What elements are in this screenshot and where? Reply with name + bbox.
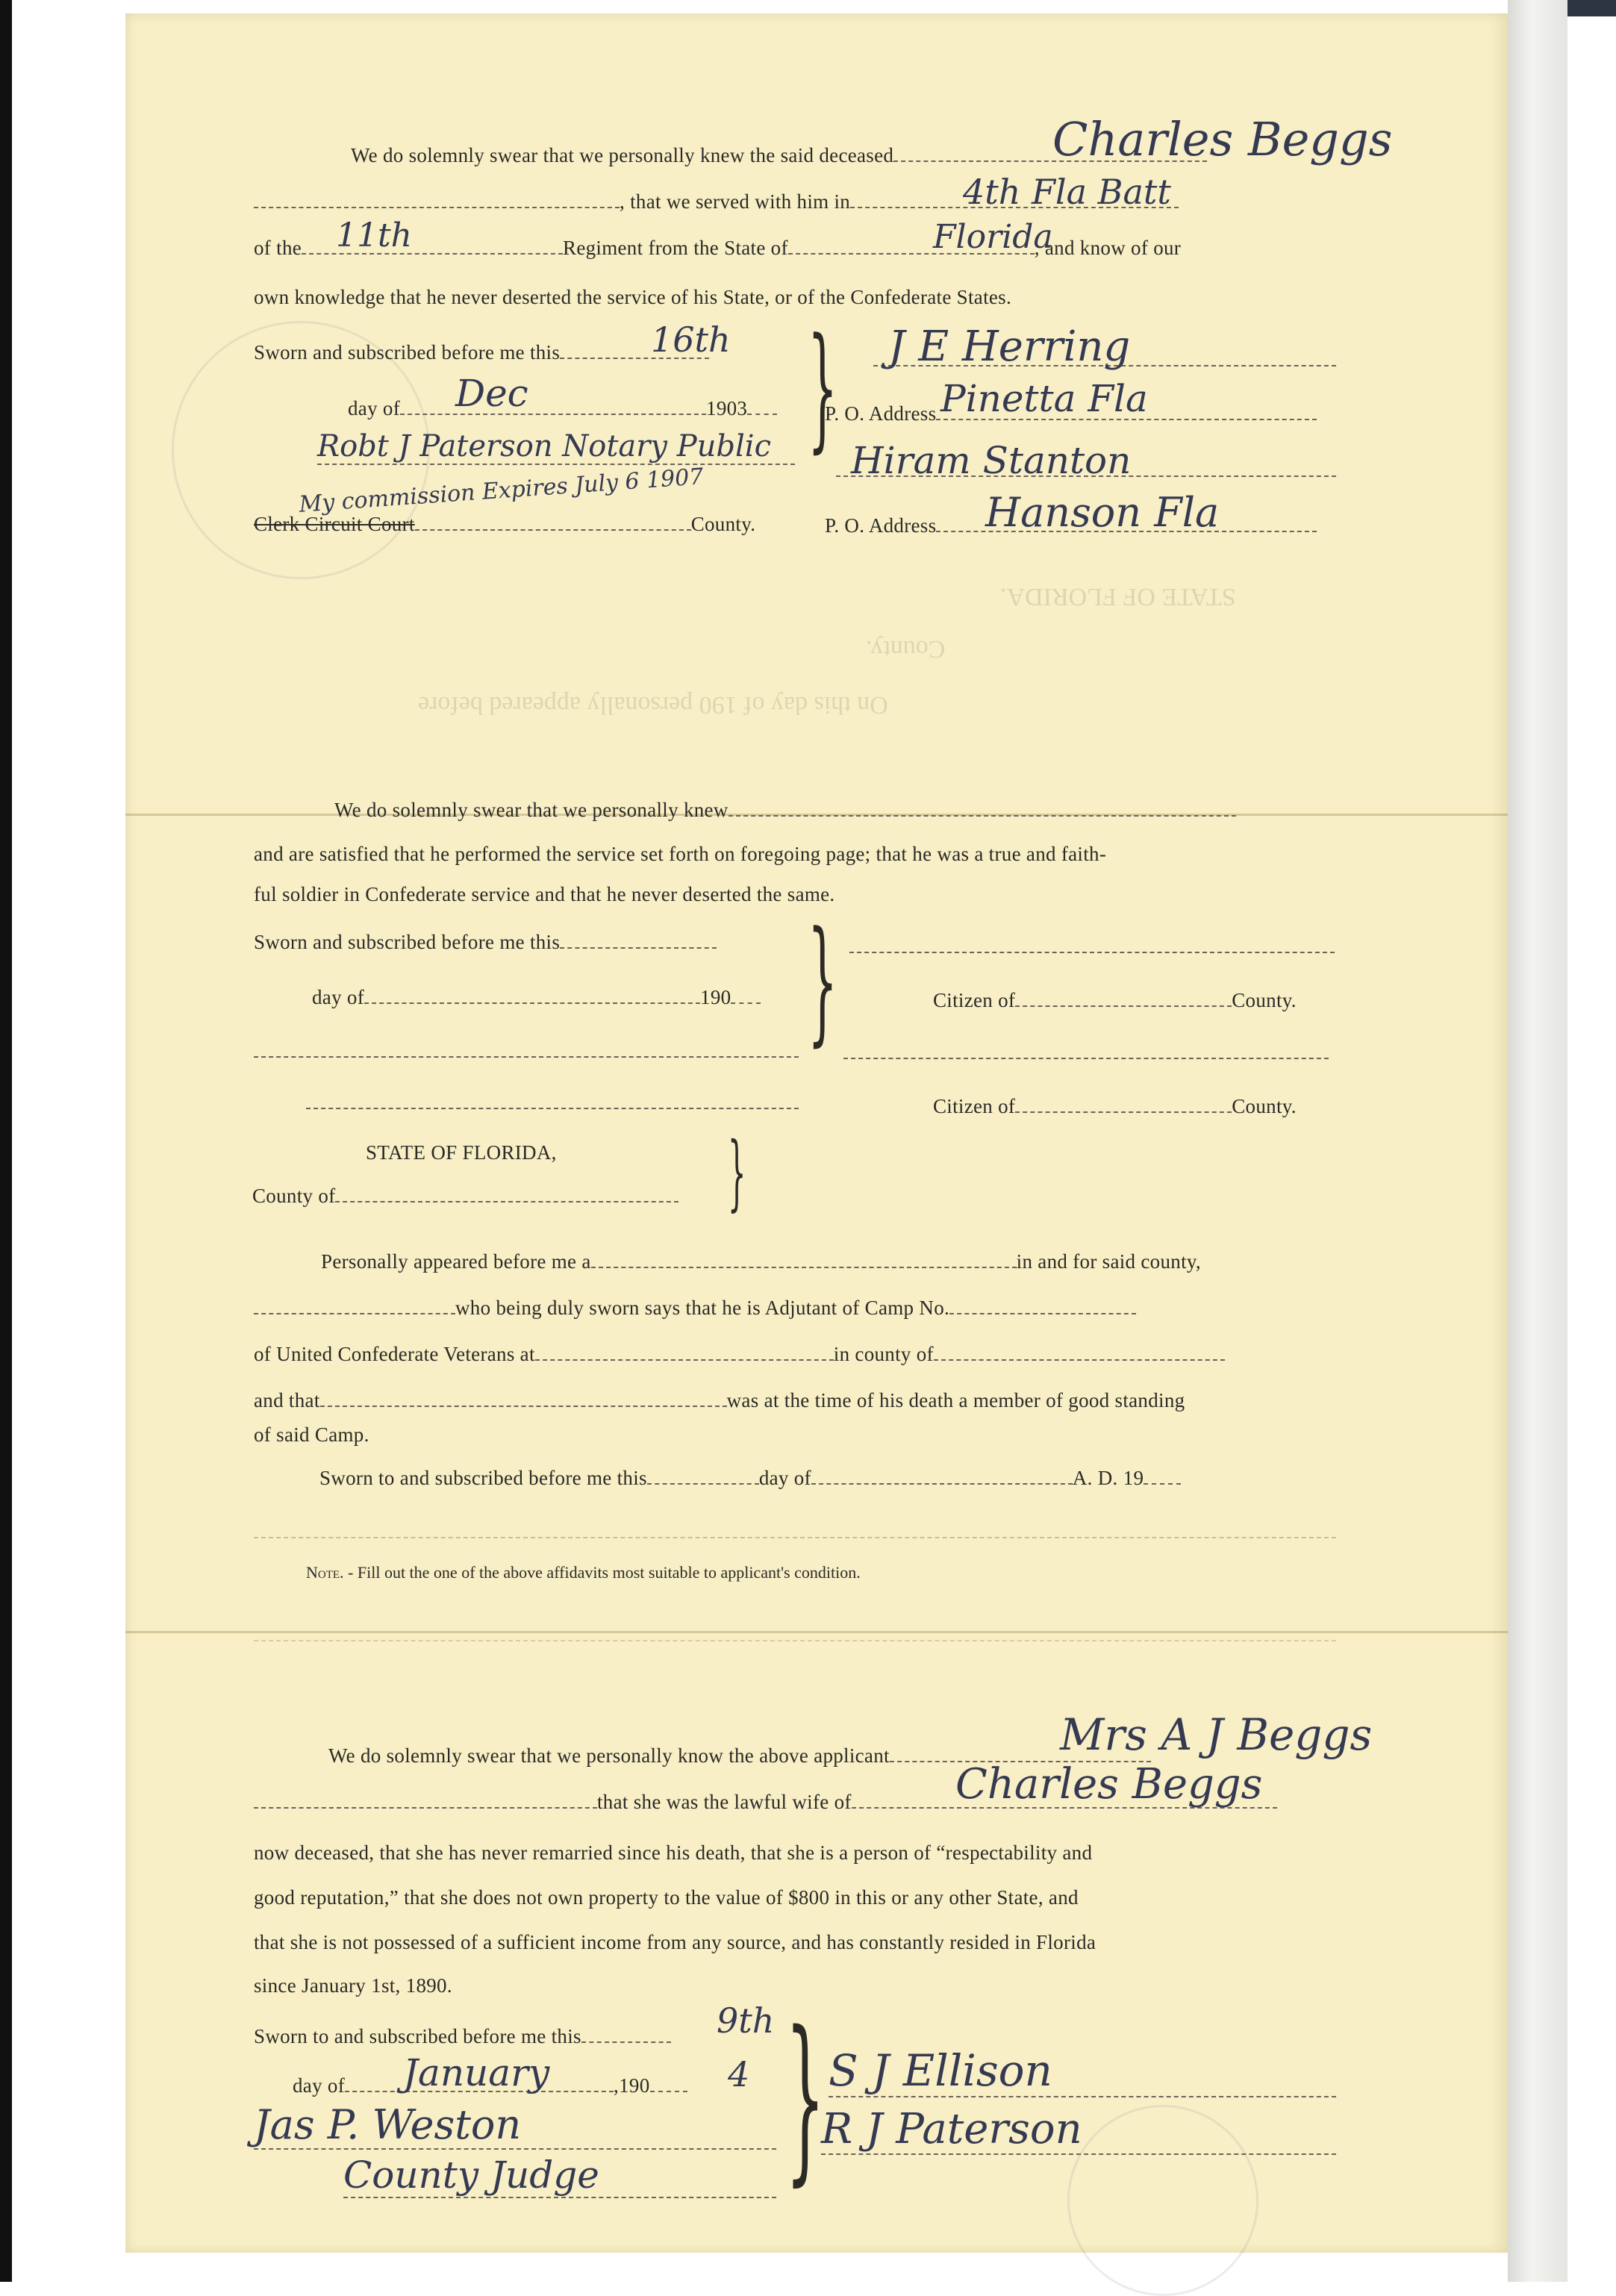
s3-personally-text: Personally appeared before me a bbox=[321, 1250, 591, 1273]
s1-county-text: County. bbox=[690, 513, 756, 535]
s1-year: 1903 bbox=[706, 397, 748, 419]
s2-citizen1-county-field bbox=[1015, 988, 1232, 1007]
s4-witness1-signature: S J Ellison bbox=[829, 2045, 1336, 2097]
divider bbox=[254, 1519, 1336, 1538]
regiment-handwritten: 11th bbox=[336, 216, 413, 255]
s2-day bbox=[312, 981, 761, 1014]
bleed-through-text: On this day of 190 personally appeared before bbox=[418, 691, 888, 719]
s1-sworn-text: Sworn and subscribed before me this bbox=[254, 341, 561, 364]
s3-member-field bbox=[320, 1388, 727, 1407]
s2-citizen1 bbox=[933, 984, 1297, 1017]
s4-sworn bbox=[254, 2020, 671, 2053]
divider bbox=[254, 1622, 1336, 1641]
s2-citizen-line1 bbox=[849, 930, 1335, 963]
s3-day-of: day of bbox=[758, 1467, 811, 1489]
s3-rule2 bbox=[254, 1618, 1336, 1651]
witness2-signature: Hiram Stanton bbox=[851, 439, 1132, 482]
applicant-name-handwritten: Mrs A J Beggs bbox=[1060, 1709, 1373, 1760]
s1-line1-text: We do solemnly swear that we personally knew the said deceased bbox=[351, 144, 894, 166]
s2-line2: and are satisfied that he performed the service set forth on foregoing page; that he was a true and faith- bbox=[254, 843, 1107, 865]
s3-ucv bbox=[254, 1338, 1225, 1370]
s2-knew-field bbox=[729, 797, 1236, 817]
s4-sworn-text: Sworn to and subscribed before me this bbox=[254, 2025, 581, 2047]
s3-and-that bbox=[254, 1384, 1185, 1417]
s1-day-of: day of bbox=[348, 397, 401, 419]
s2-citizen2-county: County. bbox=[1232, 1095, 1297, 1117]
s3-county bbox=[252, 1179, 678, 1212]
form-note bbox=[306, 1563, 861, 1582]
s2-line1-text: We do solemnly swear that we personally knew bbox=[334, 799, 729, 821]
s4-line6: since January 1st, 1890. bbox=[254, 1974, 452, 1997]
s3-who-being bbox=[254, 1291, 1136, 1324]
s2-citizen2-label: Citizen of bbox=[933, 1095, 1016, 1117]
s2-day-of: day of bbox=[312, 986, 365, 1008]
s2-sworn-field bbox=[560, 929, 717, 949]
s2-blank1 bbox=[254, 1035, 799, 1067]
s1-clerk bbox=[254, 508, 755, 540]
s3-ad: A. D. 19 bbox=[1072, 1467, 1144, 1489]
s3-year-field bbox=[1144, 1465, 1181, 1485]
s2-year-field bbox=[731, 985, 761, 1004]
s2-line1 bbox=[334, 793, 1236, 826]
husband-name-handwritten: Charles Beggs bbox=[955, 1760, 1263, 1809]
s4-brace: } bbox=[785, 1993, 826, 2202]
s1-know-text: , and know of our bbox=[1034, 237, 1182, 259]
s4-month-handwritten: January bbox=[403, 2051, 550, 2094]
month-handwritten: Dec bbox=[455, 372, 528, 415]
s3-in-county-of: in county of bbox=[833, 1343, 934, 1365]
s3-and-that-text: and that bbox=[254, 1389, 320, 1411]
s3-was-at: was at the time of his death a member of good standing bbox=[726, 1389, 1185, 1411]
sworn-day-handwritten: 16th bbox=[651, 319, 731, 360]
s4-witness2-signature: R J Paterson bbox=[821, 2105, 1336, 2155]
s4-continuation-field bbox=[254, 1789, 597, 1809]
s3-county-of: County of bbox=[252, 1185, 336, 1207]
s1-po1-label: P. O. Address bbox=[825, 402, 937, 425]
judge-title-handwritten: County Judge bbox=[343, 2153, 776, 2198]
s2-citizen2 bbox=[933, 1090, 1297, 1123]
commission-handwritten: My commission Expires July 6 1907 bbox=[298, 464, 705, 518]
s1-day bbox=[348, 392, 777, 425]
s4-line1-text: We do solemnly swear that we personally know the above applicant bbox=[328, 1744, 890, 1767]
bleed-through-text: STATE OF FLORIDA. bbox=[1000, 583, 1236, 611]
s2-month-field bbox=[364, 985, 700, 1004]
state-handwritten: Florida bbox=[933, 218, 1053, 256]
s3-sworn-field bbox=[647, 1465, 759, 1485]
s3-ucv-text: of United Confederate Veterans at bbox=[254, 1343, 535, 1365]
s4-day: day of ,190 bbox=[293, 2069, 687, 2102]
s3-county-field bbox=[335, 1183, 678, 1202]
s1-name-continuation-field bbox=[254, 189, 620, 208]
s3-camp-field bbox=[949, 1295, 1136, 1314]
s1-brace: } bbox=[808, 310, 838, 466]
s1-clerk-field bbox=[415, 511, 691, 531]
s1-po2-label: P. O. Address bbox=[825, 514, 937, 537]
s3-name-field bbox=[254, 1295, 455, 1314]
s4-year: 190 bbox=[619, 2074, 650, 2097]
s2-citizen1-county: County. bbox=[1232, 989, 1297, 1011]
s2-brace: } bbox=[808, 903, 838, 1059]
s4-year-field bbox=[650, 2073, 687, 2092]
bleed-through-text: County. bbox=[866, 635, 946, 663]
s2-year: 190 bbox=[700, 986, 731, 1008]
s1-regiment-text: Regiment from the State of bbox=[563, 237, 788, 259]
s2-citizen-line2 bbox=[843, 1036, 1329, 1069]
s3-rule bbox=[254, 1515, 1336, 1548]
notary-signature: Robt J Paterson Notary Public bbox=[317, 429, 795, 465]
s2-citizen2-field bbox=[843, 1040, 1329, 1059]
po1-handwritten: Pinetta Fla bbox=[940, 377, 1148, 420]
s3-state: STATE OF FLORIDA, bbox=[366, 1141, 557, 1164]
s1-sworn bbox=[254, 336, 709, 369]
s3-personally bbox=[321, 1245, 1201, 1278]
s3-month-field bbox=[811, 1465, 1073, 1485]
s1-clerk-text: Clerk Circuit Court bbox=[254, 513, 415, 535]
s2-blank2 bbox=[306, 1086, 799, 1119]
s4-sworn-field bbox=[581, 2024, 671, 2043]
s4-line4: good reputation,” that she does not own property to the value of $800 in this or any other State, and bbox=[254, 1886, 1079, 1909]
judge-signature: Jas P. Weston bbox=[254, 2101, 776, 2150]
s2-sworn bbox=[254, 926, 717, 958]
s4-day-of: day of bbox=[293, 2074, 346, 2097]
s3-ucv-field bbox=[535, 1341, 834, 1361]
s1-of-the: of the bbox=[254, 237, 302, 259]
s1-year-field bbox=[747, 396, 777, 415]
note-text: - Fill out the one of the above affidavits most suitable to applicant's condition. bbox=[343, 1563, 861, 1582]
s3-sworn-text: Sworn to and subscribed before me this bbox=[319, 1467, 647, 1489]
s3-county2-field bbox=[934, 1341, 1225, 1361]
s1-line2-text: , that we served with him in bbox=[620, 190, 851, 213]
s4-sworn-day-handwritten: 9th bbox=[717, 2000, 775, 2041]
s3-sworn-to bbox=[319, 1461, 1181, 1494]
s1-line4: own knowledge that he never deserted the service of his State, or of the Confederate States. bbox=[254, 286, 1012, 308]
s4-year-handwritten: 4 bbox=[728, 2054, 750, 2094]
s2-citizen1-label: Citizen of bbox=[933, 989, 1016, 1011]
s3-of-camp: of said Camp. bbox=[254, 1423, 369, 1446]
s4-line5: that she is not possessed of a sufficient income from any source, and has constantly resided in Florida bbox=[254, 1931, 1096, 1953]
deceased-name-handwritten: Charles Beggs bbox=[1052, 112, 1393, 166]
s4-line3: now deceased, that she has never remarried since his death, that she is a person of “respectability and bbox=[254, 1841, 1093, 1864]
s3-who-being-text: who being duly sworn says that he is Adjutant of Camp No. bbox=[455, 1297, 950, 1319]
scan-border-left bbox=[0, 0, 12, 2282]
unit-handwritten: 4th Fla Batt bbox=[963, 172, 1171, 212]
po2-handwritten: Hanson Fla bbox=[985, 489, 1220, 536]
s3-in-and-for: in and for said county, bbox=[1016, 1250, 1201, 1273]
s4-line2-text: that she was the lawful wife of bbox=[597, 1791, 852, 1813]
witness1-signature: J E Herring bbox=[888, 322, 1131, 371]
s2-citizen2-county-field bbox=[1015, 1094, 1232, 1113]
s2-blank-field bbox=[306, 1090, 799, 1109]
scan-background-right bbox=[1508, 0, 1567, 2282]
s3-brace: } bbox=[728, 1124, 746, 1220]
s2-line3: ful soldier in Confederate service and that he never deserted the same. bbox=[254, 883, 835, 905]
s2-sworn-text: Sworn and subscribed before me this bbox=[254, 931, 561, 953]
s3-officer-field bbox=[591, 1249, 1017, 1268]
note-label: Note. bbox=[306, 1563, 344, 1582]
s2-blank-field bbox=[254, 1038, 799, 1058]
s1-month-field bbox=[400, 396, 706, 415]
s2-citizen1-field bbox=[849, 934, 1335, 953]
